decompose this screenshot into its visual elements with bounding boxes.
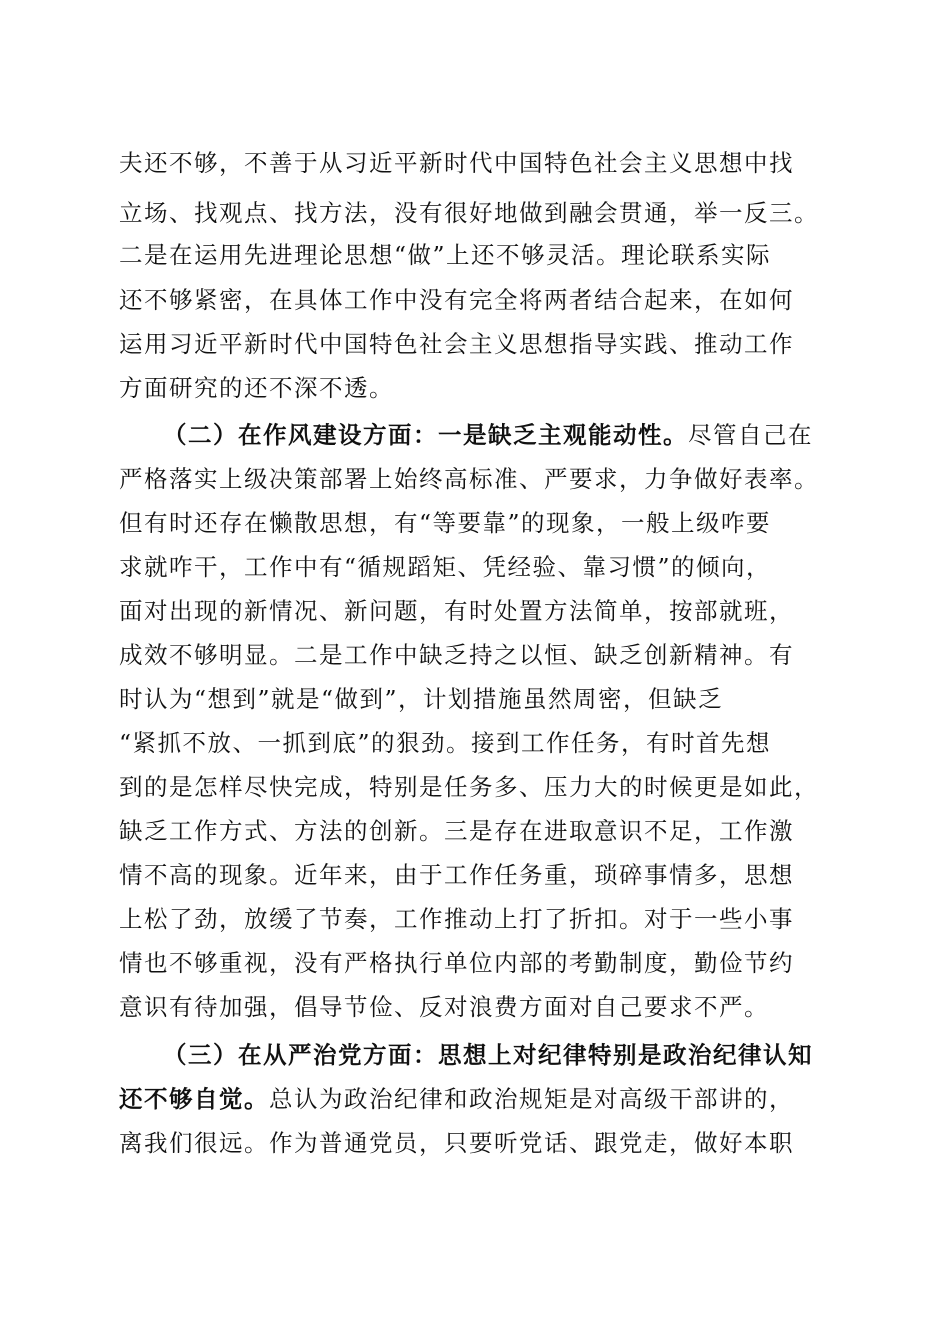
text-run: 尽管自己在 <box>688 421 813 449</box>
section-heading: （三）在从严治党方面： <box>163 1041 438 1069</box>
text-line: 面对出现的新情况、新问题，有时处置方法简单，按部就班， <box>119 597 794 625</box>
text-line: 意识有待加强，倡导节俭、反对浪费方面对自己要求不严。 <box>119 993 769 1021</box>
text-line: 情不高的现象。近年来，由于工作任务重，琐碎事情多，思想 <box>119 861 794 889</box>
text-line: 夫还不够，不善于从习近平新时代中国特色社会主义思想中找 <box>119 149 794 177</box>
text-line: 到的是怎样尽快完成，特别是任务多、压力大的时候更是如此， <box>119 773 819 801</box>
text-line: 成效不够明显。二是工作中缺乏持之以恒、缺乏创新精神。有 <box>119 641 794 669</box>
section-heading-line <box>163 1038 839 1072</box>
section-heading-line <box>163 418 839 452</box>
bold-lead: 还不够自觉。 <box>119 1085 269 1113</box>
text-line: 但有时还存在懒散思想，有“等要靠”的现象，一般上级咋要 <box>119 509 772 537</box>
section-heading: （二）在作风建设方面： <box>163 421 438 449</box>
text-line: 还不够紧密，在具体工作中没有完全将两者结合起来，在如何 <box>119 286 794 314</box>
text-run: 总认为政治纪律和政治规矩是对高级干部讲的， <box>269 1085 794 1113</box>
text-line: 缺乏工作方式、方法的创新。三是存在进取意识不足，工作激 <box>119 817 794 845</box>
bold-lead: 思想上对纪律特别是政治纪律认知 <box>438 1041 813 1069</box>
text-line: “紧抓不放、一抓到底”的狠劲。接到工作任务，有时首先想 <box>119 729 772 757</box>
bold-lead: 一是缺乏主观能动性。 <box>438 421 688 449</box>
text-line: 离我们很远。作为普通党员，只要听党话、跟党走，做好本职 <box>119 1129 794 1157</box>
text-line: 方面研究的还不深不透。 <box>119 374 394 402</box>
text-line: 时认为“想到”就是“做到”，计划措施虽然周密，但缺乏 <box>119 685 724 713</box>
text-line: 求就咋干，工作中有“循规蹈矩、凭经验、靠习惯”的倾向， <box>119 553 772 581</box>
text-line: 运用习近平新时代中国特色社会主义思想指导实践、推动工作 <box>119 330 794 358</box>
text-line: 严格落实上级决策部署上始终高标准、严要求，力争做好表率。 <box>119 465 819 493</box>
text-line: 二是在运用先进理论思想“做”上还不够灵活。理论联系实际 <box>119 241 772 269</box>
text-line: 上松了劲，放缓了节奏，工作推动上打了折扣。对于一些小事 <box>119 905 794 933</box>
text-line: 情也不够重视，没有严格执行单位内部的考勤制度，勤俭节约 <box>119 949 794 977</box>
text-line: 立场、找观点、找方法，没有很好地做到融会贯通，举一反三。 <box>119 199 819 227</box>
text-line <box>119 1082 839 1116</box>
